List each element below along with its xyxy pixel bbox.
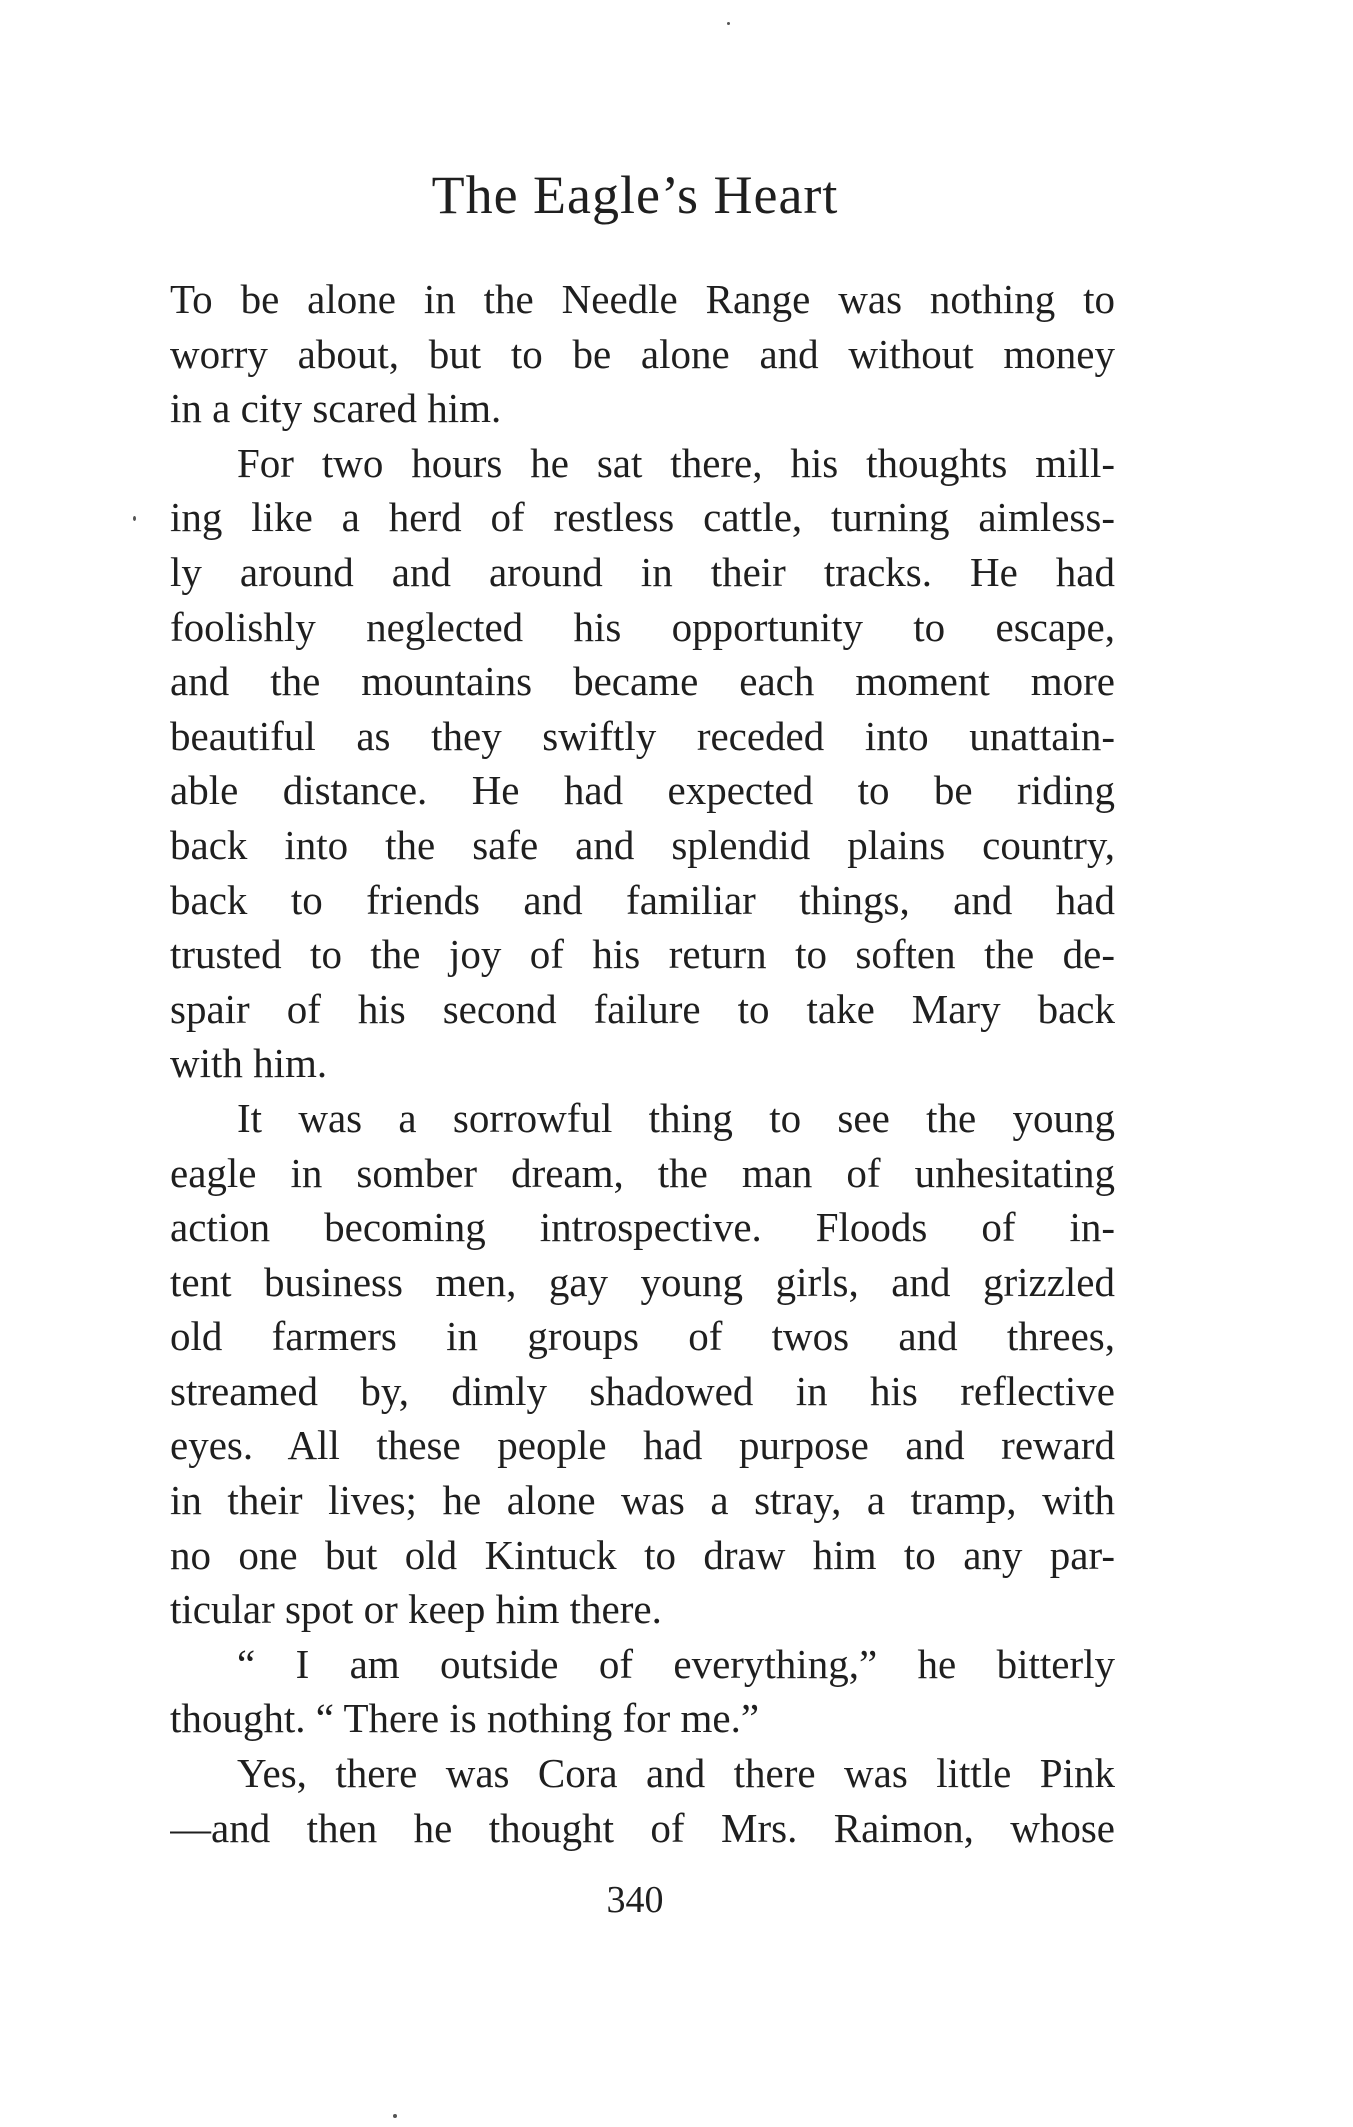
text-line: beautiful as they swiftly receded into unattain- xyxy=(170,712,1115,759)
text-line: with him. xyxy=(170,1040,328,1087)
text-line: eyes. All these people had purpose and reward xyxy=(170,1422,1115,1469)
text-line: worry about, but to be alone and without money xyxy=(170,330,1115,377)
text-line: “ I am outside of everything,” he bitterly xyxy=(237,1640,1115,1687)
paragraph-5 xyxy=(170,1746,1115,1855)
text-line: old farmers in groups of twos and threes, xyxy=(170,1313,1115,1360)
text-line: —and then he thought of Mrs. Raimon, whose xyxy=(170,1804,1115,1851)
text-line: ing like a herd of restless cattle, turning aimless- xyxy=(170,494,1115,541)
paragraph-4 xyxy=(170,1637,1115,1746)
text-line: eagle in somber dream, the man of unhesitating xyxy=(170,1149,1115,1196)
text-line: back into the safe and splendid plains country, xyxy=(170,821,1115,868)
text-line: back to friends and familiar things, and had xyxy=(170,876,1115,923)
paragraph-3 xyxy=(170,1091,1115,1637)
paragraph-2 xyxy=(170,436,1115,1091)
paragraph-1 xyxy=(170,272,1115,436)
text-line: It was a sorrowful thing to see the young xyxy=(237,1094,1115,1141)
text-line: thought. “ There is nothing for me.” xyxy=(170,1695,760,1742)
text-line: tent business men, gay young girls, and grizzled xyxy=(170,1258,1115,1305)
scan-speck xyxy=(727,22,730,25)
text-line: ticular spot or keep him there. xyxy=(170,1586,662,1633)
running-title: The Eagle’s Heart xyxy=(431,165,839,225)
text-line: trusted to the joy of his return to soften the de- xyxy=(170,931,1115,978)
page-number: 340 xyxy=(606,1879,664,1921)
text-line: streamed by, dimly shadowed in his reflective xyxy=(170,1367,1115,1414)
text-line: able distance. He had expected to be riding xyxy=(170,767,1115,814)
text-line: For two hours he sat there, his thoughts mill- xyxy=(237,439,1115,486)
body-text xyxy=(170,272,1115,1855)
text-line: To be alone in the Needle Range was nothing to xyxy=(170,276,1115,322)
text-line: in a city scared him. xyxy=(170,385,502,432)
text-line: ly around and around in their tracks. He had xyxy=(170,548,1115,595)
text-line: foolishly neglected his opportunity to escape, xyxy=(170,603,1115,650)
scan-speck xyxy=(393,2114,397,2118)
text-line: Yes, there was Cora and there was little Pink xyxy=(237,1750,1115,1797)
text-line: action becoming introspective. Floods of in- xyxy=(170,1204,1115,1251)
scan-speck xyxy=(133,516,136,521)
text-line: no one but old Kintuck to draw him to any par- xyxy=(170,1531,1115,1578)
text-line: spair of his second failure to take Mary back xyxy=(170,985,1115,1032)
text-line: and the mountains became each moment more xyxy=(170,658,1115,705)
text-line: in their lives; he alone was a stray, a tramp, with xyxy=(170,1477,1115,1524)
